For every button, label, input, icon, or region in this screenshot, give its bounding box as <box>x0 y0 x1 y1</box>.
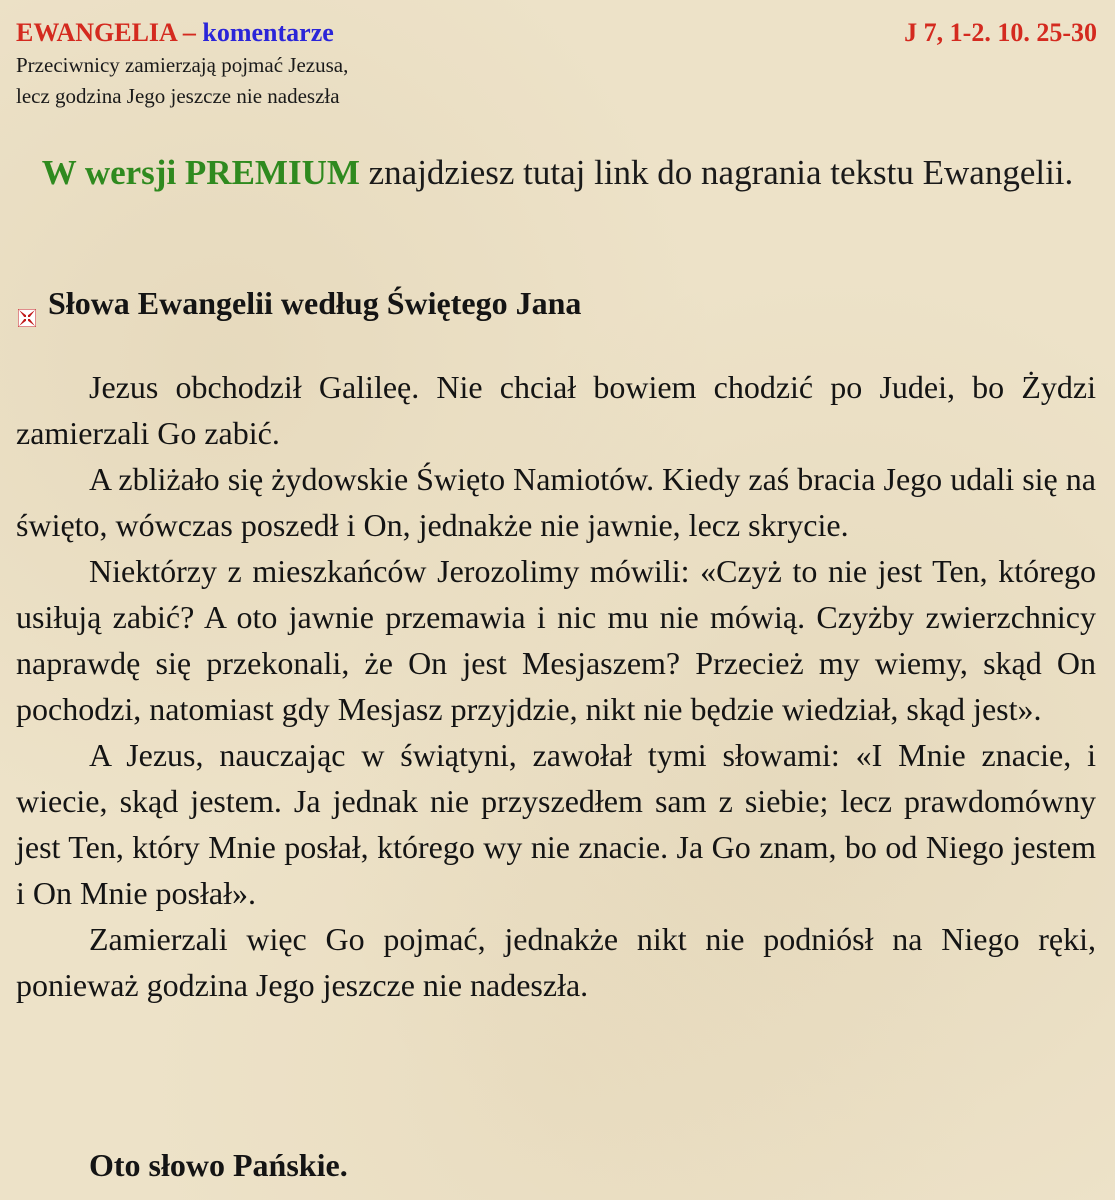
gospel-paragraph-4: A Jezus, nauczając w świątyni, zawołał tymi słowami: «I Mnie znacie, i wiecie, skąd jestem. Ja jednak nie przyszedłem sam z siebie; lecz prawdomówny jest Ten, który Mnie posłał, którego wy nie znacie. Ja Go znam, bo od Niego jestem i On Mnie posłał». <box>16 737 1096 911</box>
gospel-paragraph-2: A zbliżało się żydowskie Święto Namiotów. Kiedy zaś bracia Jego udali się na święto, wówczas poszedł i On, jednakże nie jawnie, lecz skrycie. <box>16 461 1096 543</box>
title-dash: – <box>176 18 203 47</box>
title-main: EWANGELIA <box>16 18 177 47</box>
gospel-paragraph-3: Niektórzy z mieszkańców Jerozolimy mówili: «Czyż to nie jest Ten, którego usiłują zabić? A oto jawnie przemawia i nic mu nie mówią. Czyżby zwierzchnicy naprawdę się przekonali, że On jest Mesjaszem? Przecież my wiemy, skąd On pochodzi, natomiast gdy Mesjasz przyjdzie, nikt nie będzie wiedział, skąd jest». <box>16 553 1096 727</box>
subtitle-line-1: Przeciwnicy zamierzają pojmać Jezusa, <box>16 53 349 77</box>
gospel-paragraph-5: Zamierzali więc Go pojmać, jednakże nikt nie podniósł na Niego ręki, ponieważ godzina Jego jeszcze nie nadeszła. <box>16 921 1096 1003</box>
premium-notice <box>0 150 1115 195</box>
gospel-paragraph-1: Jezus obchodził Galileę. Nie chciał bowiem chodzić po Judei, bo Żydzi zamierzali Go zabić. <box>16 369 1096 451</box>
premium-highlight: W wersji PREMIUM <box>41 153 360 192</box>
maltese-cross-icon <box>18 295 36 313</box>
scripture-reference: J 7, 1-2. 10. 25-30 <box>904 18 1097 47</box>
gospel-heading-text: Słowa Ewangelii według Świętego Jana <box>48 285 582 321</box>
page-title <box>16 16 334 50</box>
closing-acclamation: Oto słowo Pańskie. <box>89 1147 348 1183</box>
subtitle-line-2: lecz godzina Jego jeszcze nie nadeszła <box>16 84 340 108</box>
premium-text: znajdziesz tutaj link do nagrania tekstu Ewangelii. <box>359 153 1074 192</box>
gospel-text <box>16 364 1096 1008</box>
header-title-row <box>16 16 1097 50</box>
title-sub: komentarze <box>202 18 334 47</box>
gospel-heading <box>18 282 581 324</box>
page-header <box>16 16 1097 112</box>
